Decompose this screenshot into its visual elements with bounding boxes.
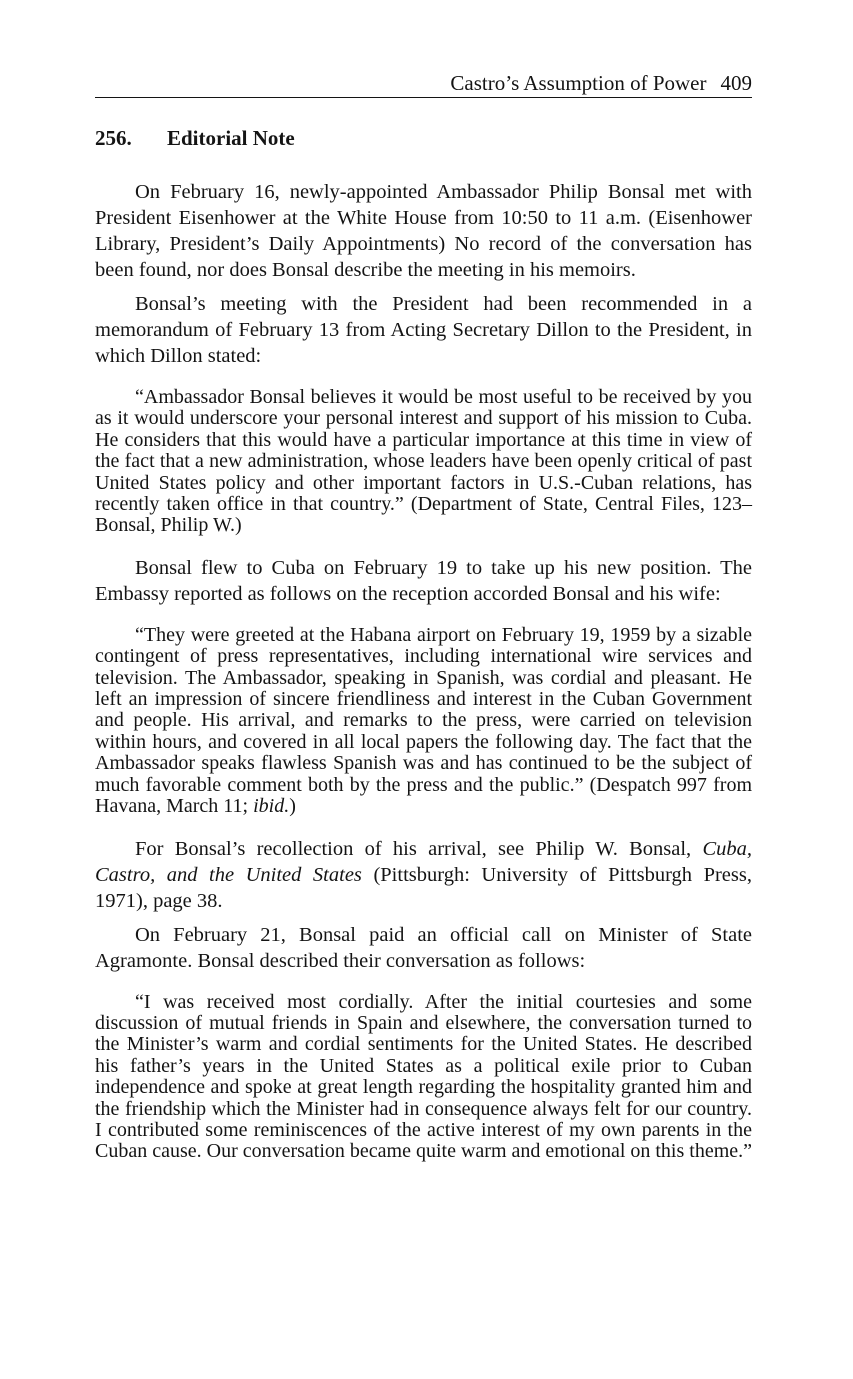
page-number: 409: [720, 71, 752, 95]
quote-agramonte-conversation: “I was received most cordially. After the initial courtesies and some discussion of mutual friends in Spain and elsewhere, the conversation turned to the Minister’s warm and cordial sentiments for the United States. He described his father’s years in the United States as a political exile prior to Cuban independence and spoke at great length regarding the hospitality granted him and the friendship which the Minister had in consequence always felt for our country. I contributed some reminiscences of the active interest of my own parents in the Cuban cause. Our conversation became quite warm and emotional on this theme.”: [95, 990, 753, 1163]
document-body: [95, 179, 752, 1163]
paragraph-arrival-in-cuba: Bonsal flew to Cuba on February 19 to take up his new position. The Embassy reported as follows on the reception accorded Bonsal and his wife:: [95, 556, 752, 605]
running-head-title: Castro’s Assumption of Power: [450, 71, 707, 95]
paragraph-dillon-memorandum: Bonsal’s meeting with the President had been recommended in a memorandum of February 13 from Acting Secretary Dillon to the President, in which Dillon stated:: [95, 293, 752, 367]
book-title: Cuba, Castro, and the United States: [95, 837, 752, 886]
header-rule: [95, 97, 752, 98]
paragraph-agramonte-call: On February 21, Bonsal paid an official call on Minister of State Agramonte. Bonsal described their conversation as follows:: [95, 923, 752, 972]
document-title: Editorial Note: [167, 126, 295, 150]
document-number: 256.: [95, 126, 132, 150]
quote-embassy-report-close: ): [289, 795, 296, 818]
quote-embassy-report-text: “They were greeted at the Habana airport on February 19, 1959 by a sizable contingent of press representatives, including international wire services and television. The Ambassador, speaking in Spanish, was cordial and pleasant. He left an impression of sincere friendliness and interest in the Cuban Government and people. His arrival, and remarks to the press, were carried on television within hours, and covered in all local papers the following day. The fact that the Ambassador speaks flawless Spanish was and has continued to be the subject of much favorable comment both by the press and the public.” (Despatch 997 from Havana, March 11;: [95, 623, 752, 818]
ibid-citation: ibid.: [253, 795, 290, 818]
quote-dillon-memorandum: “Ambassador Bonsal believes it would be most useful to be received by you as it would underscore your personal interest and support of his mission to Cuba. He considers that this would have a particular importance at this time in view of the fact that a new administration, whose leaders have been openly critical of past United States policy and other important factors in U.S.-Cuban relations, has recently taken office in that country.” (Department of State, Central Files, 123–Bonsal, Philip W.): [95, 386, 752, 537]
recollection-text-start: For Bonsal’s recollection of his arrival, see Philip W. Bonsal,: [135, 837, 703, 860]
running-head: [95, 70, 752, 96]
paragraph-bonsal-recollection: [95, 836, 752, 914]
paragraph-eisenhower-meeting: On February 16, newly-appointed Ambassador Philip Bonsal met with President Eisenhower at the White House from 10:50 to 11 a.m. (Eisenhower Library, President’s Daily Appointments) No record of the conversation has been found, nor does Bonsal describe the meeting in his memoirs.: [95, 181, 752, 281]
quote-embassy-report: [95, 625, 752, 818]
recollection-text-end: (Pittsburgh: University of Pittsburgh Press, 1971), page 38.: [95, 863, 752, 912]
document-heading: [95, 125, 295, 151]
